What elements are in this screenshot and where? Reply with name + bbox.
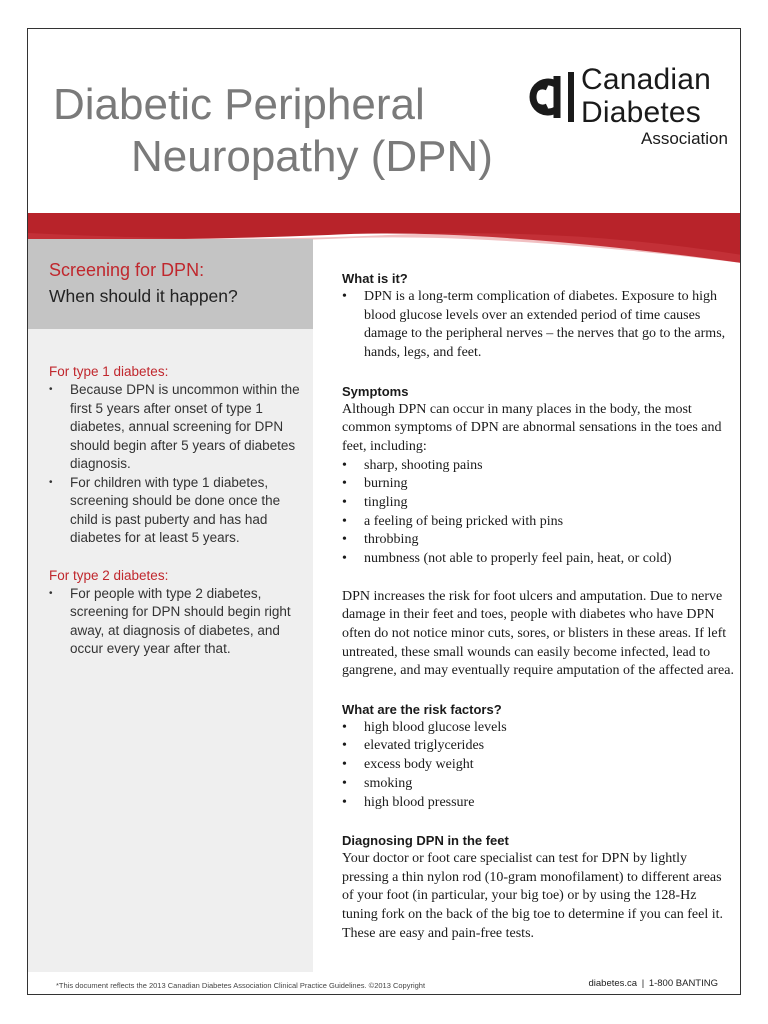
list-item: • numbness (not able to properly feel pain, heat, or cold) [342, 550, 734, 569]
diagnosing-heading: Diagnosing DPN in the feet [342, 832, 509, 848]
risk-factors-heading: What are the risk factors? [342, 701, 502, 717]
screening-sidebar [28, 239, 313, 972]
type2-heading: For type 2 diabetes: [49, 567, 169, 583]
sidebar-header [28, 239, 313, 329]
what-list [342, 288, 734, 363]
risk-factors-list [342, 719, 734, 813]
document-title [53, 79, 523, 183]
title-line-1: Diabetic Peripheral [53, 80, 425, 129]
document-page [27, 28, 741, 995]
logo-word-diabetes: Diabetes [581, 96, 702, 129]
list-item: • throbbing [342, 531, 734, 550]
sidebar-subtitle: When should it happen? [49, 286, 238, 306]
list-item: • tingling [342, 494, 734, 513]
list-item: • Because DPN is uncommon within the first 5 years after onset of type 1 diabetes, annual screening for DPN should begin after 5 years of diabetes diagnosis. [49, 381, 304, 474]
main-content [342, 269, 734, 943]
cda-logo-mark-icon [517, 66, 577, 128]
footer-separator: | [641, 978, 645, 989]
website-link[interactable]: diabetes.ca [588, 978, 638, 989]
sidebar-title: Screening for DPN: [49, 260, 205, 280]
list-item: • elevated triglycerides [342, 737, 734, 756]
list-item: • a feeling of being pricked with pins [342, 513, 734, 532]
phone-number: 1-800 BANTING [648, 978, 718, 989]
list-item: • For children with type 1 diabetes, screening should be done once the child is past puberty and has had diabetes for at least 5 years. [49, 474, 304, 548]
list-item: • high blood pressure [342, 794, 734, 813]
list-item: • DPN is a long-term complication of diabetes. Exposure to high blood glucose levels over an extended period of time causes damage to the peripheral nerves – the nerves that go to the arms, hands, legs, and feet. [342, 288, 734, 363]
list-item: • smoking [342, 775, 734, 794]
what-heading: What is it? [342, 271, 408, 286]
footer-note: *This document reflects the 2013 Canadian Diabetes Association Clinical Practice Guidelines. ©2013 Copyright [56, 981, 426, 990]
list-item: • excess body weight [342, 756, 734, 775]
symptoms-heading: Symptoms [342, 383, 409, 399]
type1-heading: For type 1 diabetes: [49, 364, 169, 379]
symptoms-intro: Although DPN can occur in many places in the body, the most common symptoms of DPN are abnormal sensations in the toes and feet, including: [342, 401, 722, 454]
sidebar-body [49, 362, 304, 677]
logo-word-association: Association [641, 129, 728, 148]
list-item: • high blood glucose levels [342, 719, 734, 738]
diagnosing-paragraph: Your doctor or foot care specialist can test for DPN by lightly pressing a thin nylon rod (10-gram monofilament) to different areas of your foot (in particular, your big toe) or by using the 128-Hz tuning fork on the back of the big toe to determine if you can feel it. These are easy and pain-free tests. [342, 850, 723, 941]
list-item: • For people with type 2 diabetes, screening for DPN should begin right away, at diagnosis of diabetes, and occur every year after that. [49, 585, 304, 659]
cda-logo [517, 63, 732, 153]
footer-contact [588, 978, 718, 989]
list-item: • sharp, shooting pains [342, 457, 734, 476]
symptoms-list [342, 457, 734, 569]
risk-paragraph: DPN increases the risk for foot ulcers and amputation. Due to nerve damage in their feet and toes, people with diabetes who have DPN often do not notice minor cuts, sores, or blisters in these areas. If left untreated, these small wounds can easily become infected, lead to gangrene, and may eventually require amputation of the affected area. [342, 588, 734, 679]
list-item: • burning [342, 475, 734, 494]
title-line-2: Neuropathy (DPN) [131, 132, 493, 181]
type2-list [49, 585, 304, 659]
type1-list [49, 381, 304, 548]
logo-word-canadian: Canadian [581, 63, 712, 96]
logo-wordmark [581, 63, 728, 149]
